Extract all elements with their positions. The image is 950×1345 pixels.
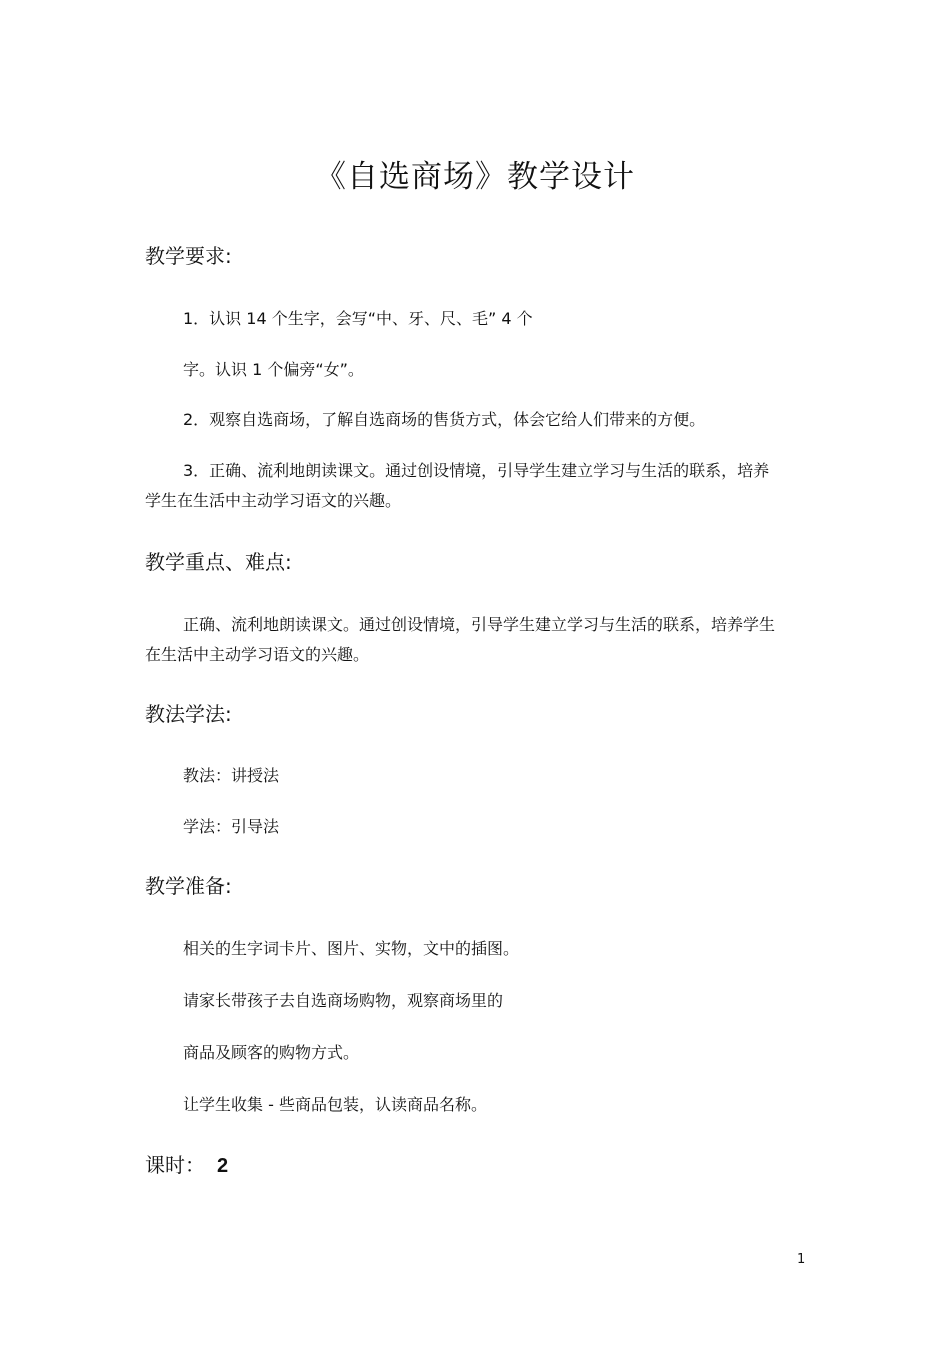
methods-heading: 教法学法: [145, 702, 232, 726]
preparation-heading: 教学准备: [145, 874, 232, 898]
learning-method: 学法：引导法 [183, 817, 280, 836]
page-number: 1 [797, 1252, 806, 1267]
key-points-heading: 教学重点、难点: [145, 550, 292, 574]
key-points-text: 正确、流利地朗读课文。通过创设情境，引导学生建立学习与生活的联系，培养学生在生活中主动学习语文的兴趣。 [145, 615, 776, 664]
class-hours-label: 课时： [145, 1153, 205, 1177]
preparation-item-1: 相关的生字词卡片、图片、实物，文中的插图。 [183, 939, 520, 958]
requirement-item-1-line-1: 1．认识 14 个生字，会写“中、牙、尺、毛” 4 个 [183, 309, 533, 328]
requirements-heading: 教学要求: [145, 244, 232, 268]
class-hours-value: 2 [217, 1155, 229, 1177]
document-title: 《自选商场》教学设计 [315, 159, 635, 195]
preparation-item-2-line-2: 商品及顾客的购物方式。 [183, 1043, 360, 1062]
requirement-item-3: 3．正确、流利地朗读课文。通过创设情境，引导学生建立学习与生活的联系，培养学生在生活中主动学习语文的兴趣。 [145, 461, 770, 510]
requirement-item-2: 2．观察自选商场，了解自选商场的售货方式，体会它给人们带来的方便。 [183, 410, 706, 429]
teaching-method: 教法：讲授法 [183, 766, 280, 785]
preparation-item-3: 让学生收集 - 些商品包装，认读商品名称。 [183, 1095, 487, 1114]
preparation-item-2-line-1: 请家长带孩子去自选商场购物，观察商场里的 [183, 991, 504, 1010]
class-hours [145, 1151, 228, 1180]
requirement-item-1-line-2: 字。认识 1 个偏旁“女”。 [183, 360, 364, 379]
